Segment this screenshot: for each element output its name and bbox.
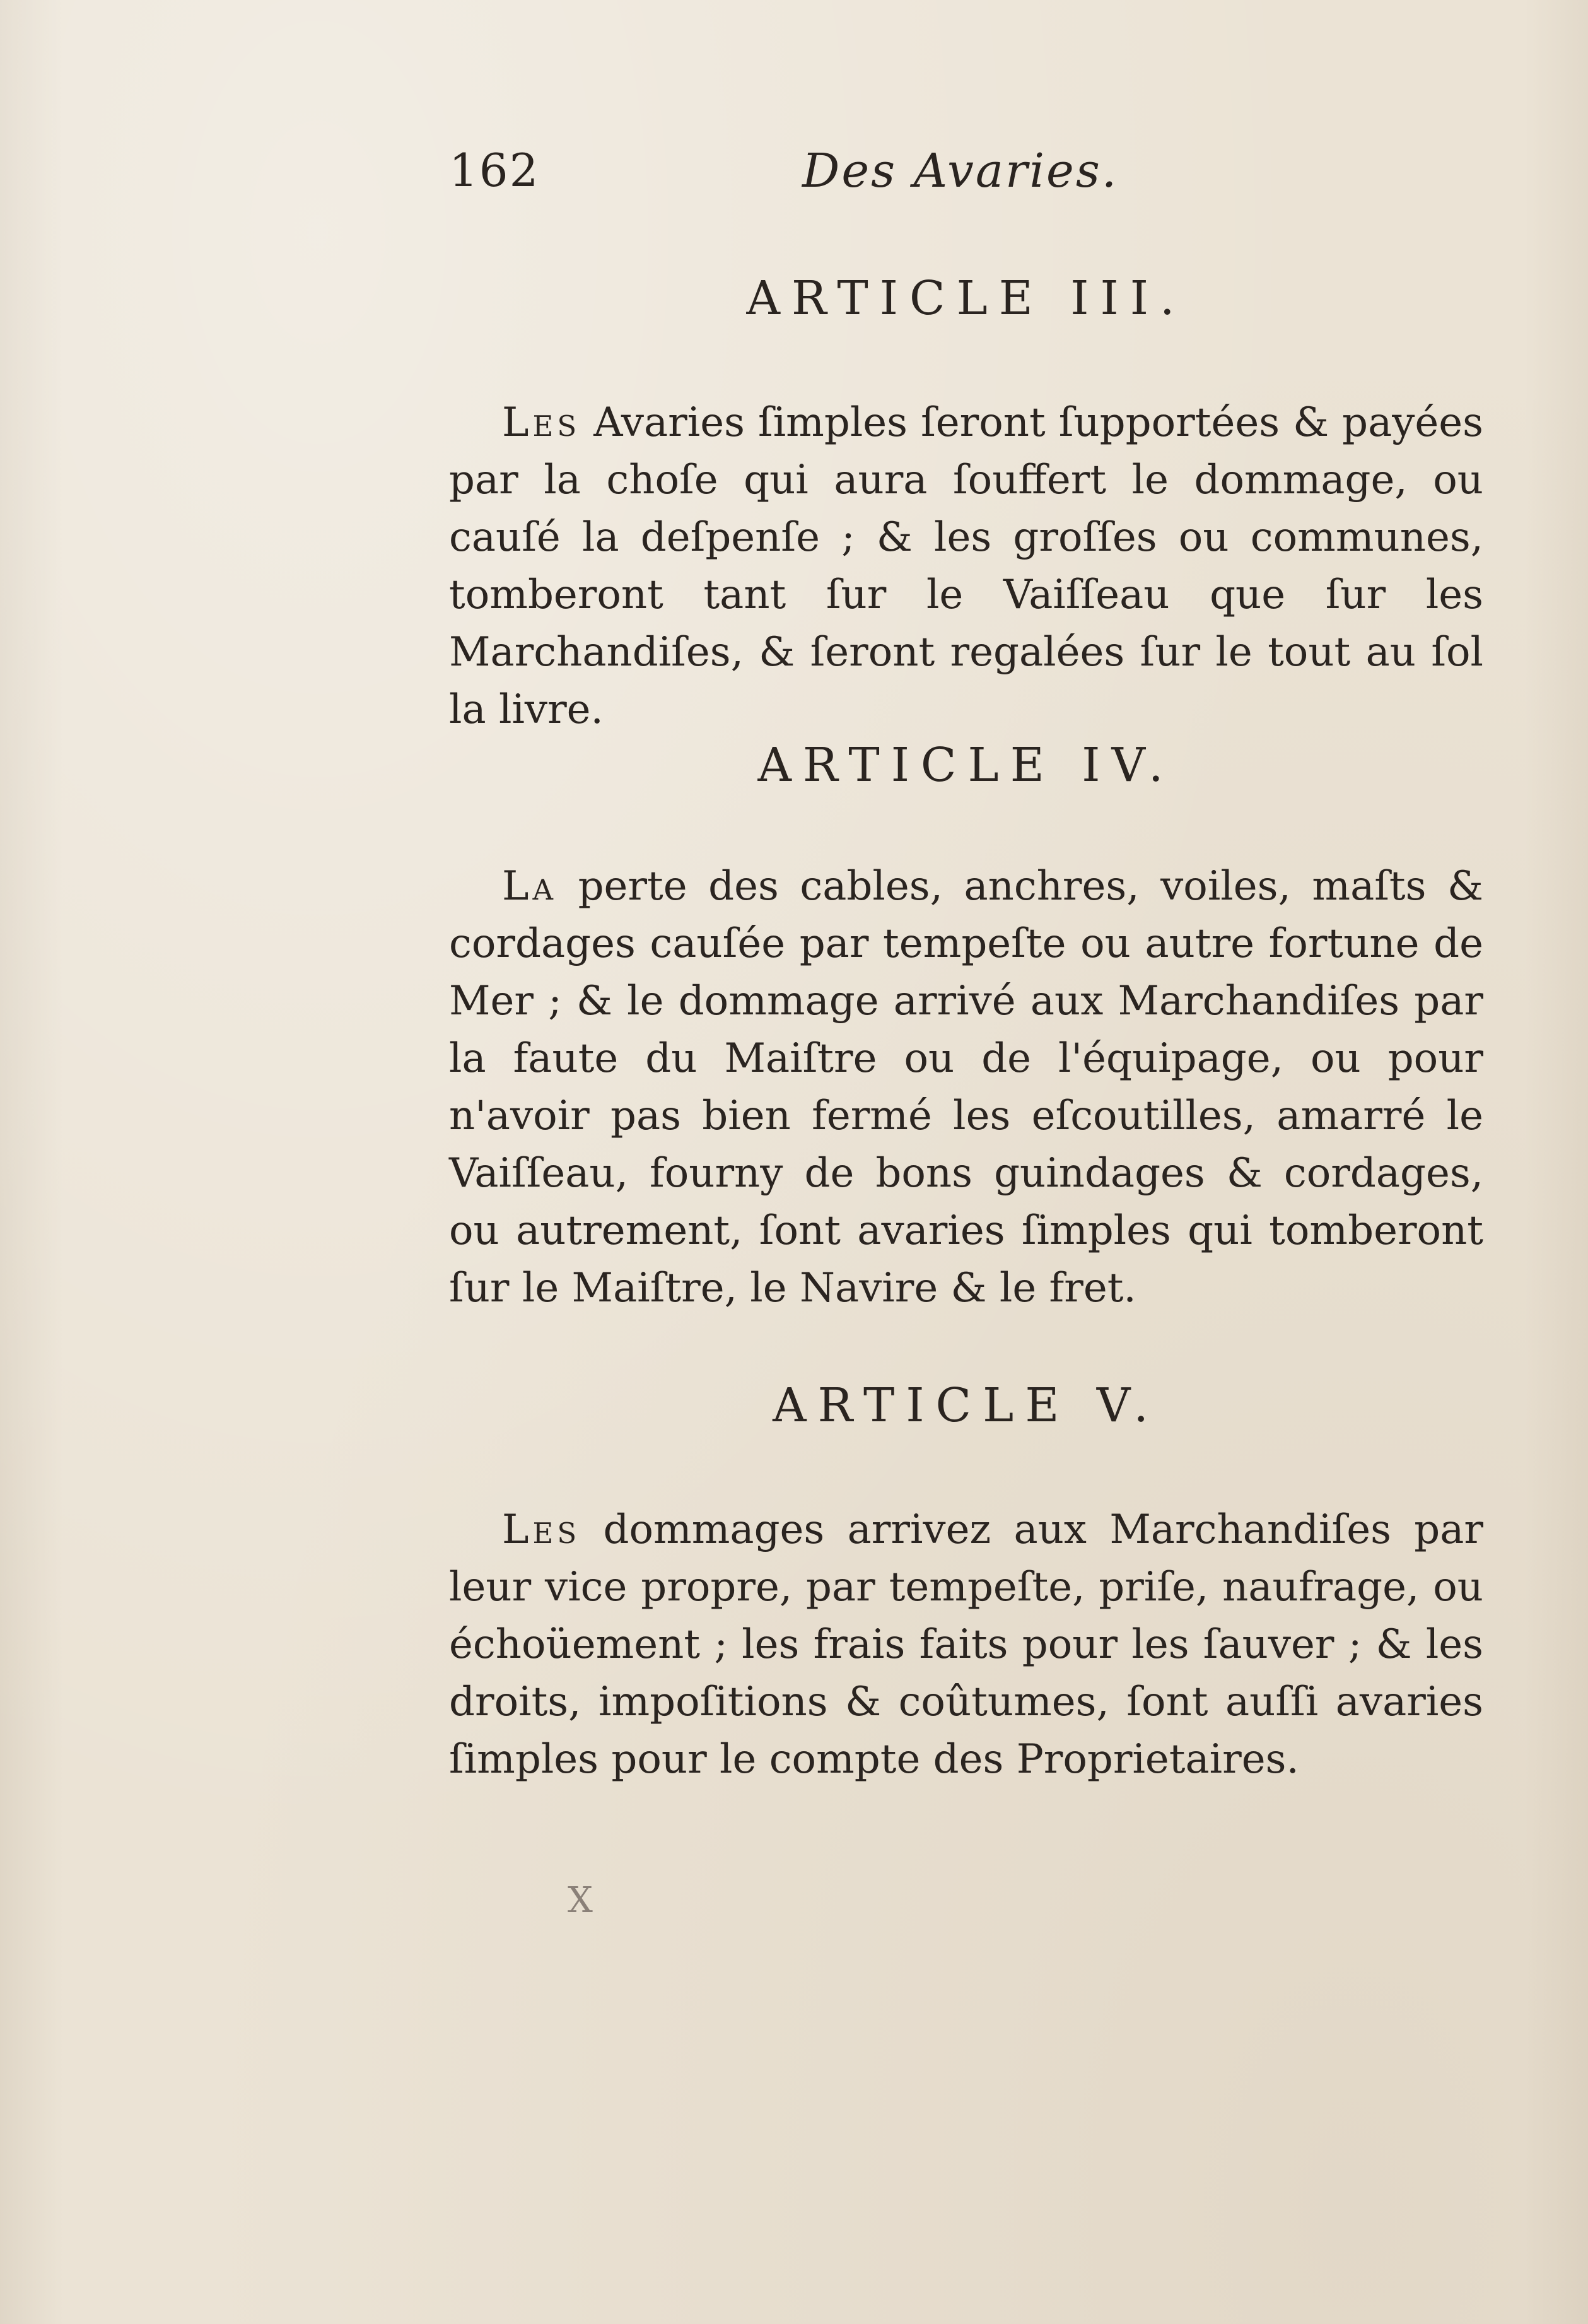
page-header	[449, 144, 1231, 213]
catchword: X	[568, 1880, 593, 1921]
article-4-text	[449, 858, 1483, 1317]
article-5-text	[449, 1501, 1483, 1788]
article-5-heading: ARTICLE V.	[773, 1378, 1160, 1433]
article-4-heading: ARTICLE IV.	[757, 738, 1175, 792]
article-4-lead: La	[502, 863, 557, 910]
running-title: Des Avaries.	[802, 144, 1119, 198]
article-4-body: perte des cables, anchres, voiles, maſts & cordages cauſée par tempeſte ou autre fortune de Mer ; & le dommage arrivé aux Marchandiſes par la faute du Maiſtre ou de l'équipage, ou pour n'avoir pas bien fermé les eſcoutilles, amarré le Vaiſſeau, fourny de bons guindages & cordages, ou autrement, ſont avaries ſimples qui tomberont ſur le Maiſtre, le Navire & le fret.	[449, 863, 1483, 1312]
article-5-lead: Les	[502, 1506, 581, 1553]
article-3-lead: Les	[502, 399, 581, 446]
article-3-text	[449, 394, 1483, 739]
page-number: 162	[449, 144, 540, 197]
article-3-body: Avaries ſimples ſeront ſupportées & payées par la choſe qui aura ſouffert le dommage, ou cauſé la deſpenſe ; & les groſſes ou communes, tomberont tant ſur le Vaiſſeau que ſur les Marchandiſes, & ſeront regalées ſur le tout au ſol la livre.	[449, 399, 1483, 733]
article-5-body: dommages arrivez aux Marchandiſes par leur vice propre, par tempeſte, priſe, naufrage, ou échoüement ; les frais faits pour les ſauver ; & les droits, impoſitions & coûtumes, ſont auſſi avaries ſimples pour le compte des Proprietaires.	[449, 1506, 1483, 1783]
article-3-heading: ARTICLE III.	[746, 271, 1186, 326]
